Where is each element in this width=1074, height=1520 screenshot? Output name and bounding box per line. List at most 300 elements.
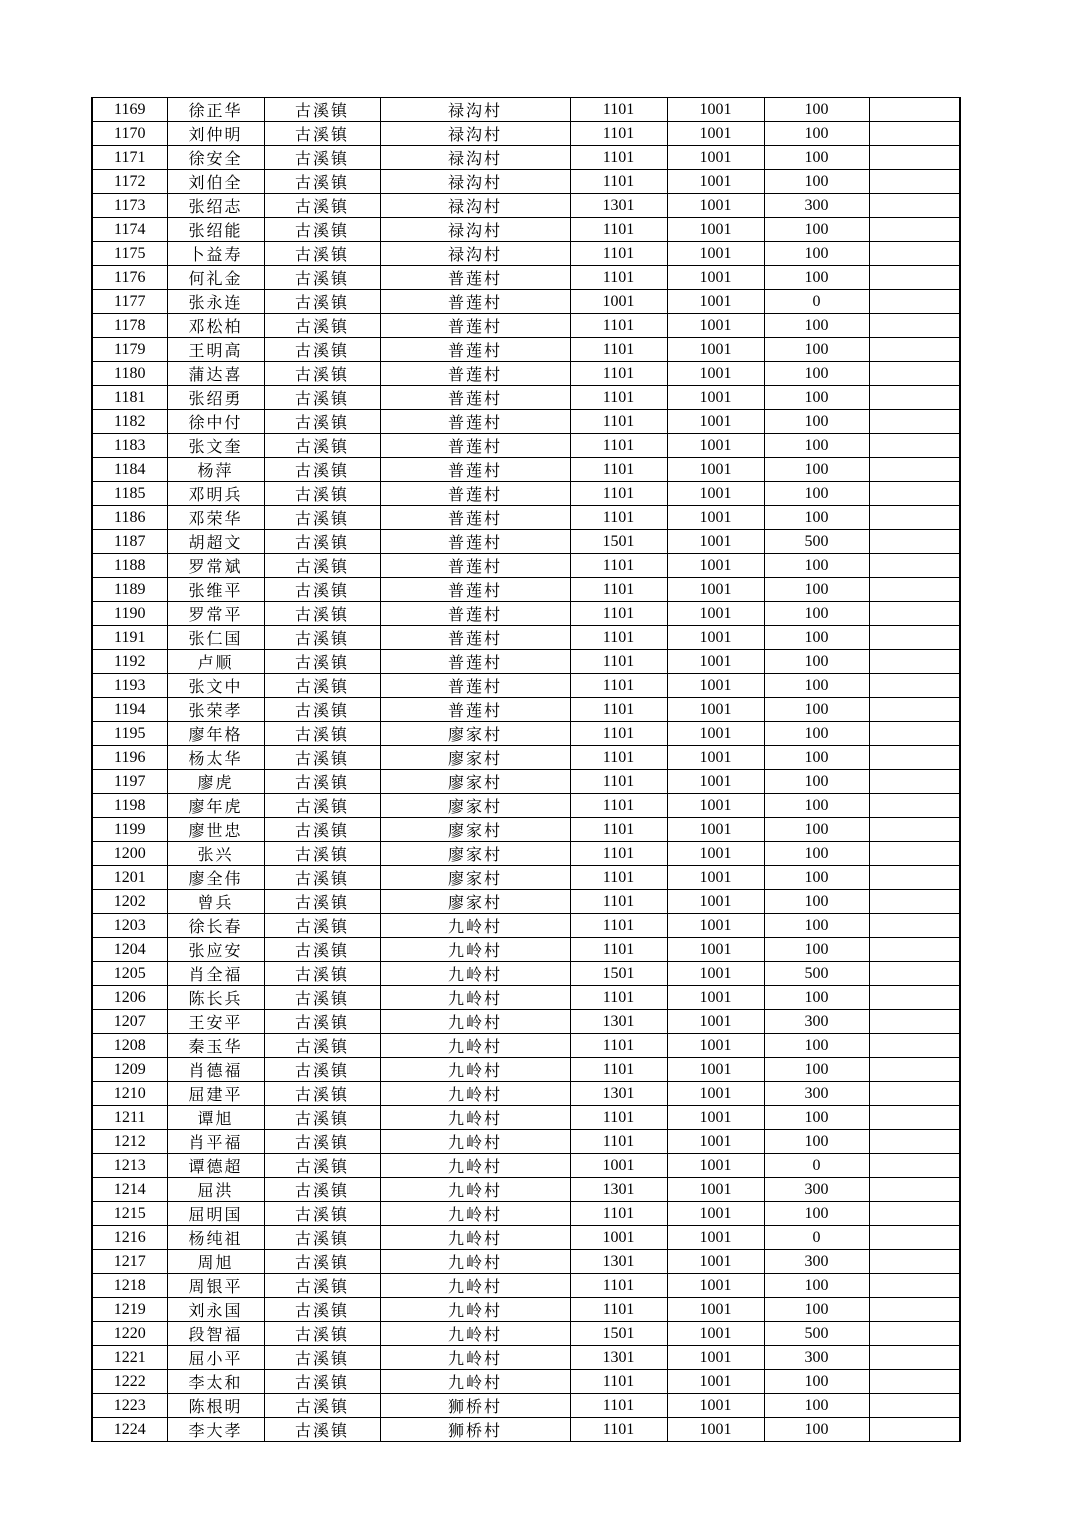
amount-cell: 100 [764, 1394, 869, 1418]
remark-cell [869, 842, 960, 866]
amount-cell: 100 [764, 506, 869, 530]
town-cell: 古溪镇 [264, 506, 380, 530]
amount-cell: 100 [764, 746, 869, 770]
code-a-cell: 1101 [570, 242, 667, 266]
table-row [92, 986, 960, 1010]
row-number-cell: 1212 [92, 1130, 167, 1154]
amount-cell: 300 [764, 1250, 869, 1274]
village-cell: 普莲村 [380, 530, 570, 554]
table-row [92, 1298, 960, 1322]
table-row [92, 1322, 960, 1346]
amount-cell: 500 [764, 530, 869, 554]
amount-cell: 100 [764, 1130, 869, 1154]
village-cell: 九岭村 [380, 1250, 570, 1274]
row-number-cell: 1218 [92, 1274, 167, 1298]
village-cell: 九岭村 [380, 1034, 570, 1058]
code-b-cell: 1001 [667, 1178, 764, 1202]
name-cell: 肖全福 [167, 962, 264, 986]
code-a-cell: 1101 [570, 1130, 667, 1154]
village-cell: 廖家村 [380, 890, 570, 914]
remark-cell [869, 434, 960, 458]
name-cell: 廖虎 [167, 770, 264, 794]
name-cell: 王明高 [167, 338, 264, 362]
village-cell: 九岭村 [380, 1226, 570, 1250]
code-b-cell: 1001 [667, 434, 764, 458]
table-row [92, 482, 960, 506]
code-b-cell: 1001 [667, 578, 764, 602]
row-number-cell: 1185 [92, 482, 167, 506]
village-cell: 禄沟村 [380, 98, 570, 122]
table-row [92, 434, 960, 458]
row-number-cell: 1209 [92, 1058, 167, 1082]
name-cell: 肖德福 [167, 1058, 264, 1082]
code-b-cell: 1001 [667, 794, 764, 818]
code-a-cell: 1101 [570, 842, 667, 866]
name-cell: 张文中 [167, 674, 264, 698]
code-a-cell: 1101 [570, 146, 667, 170]
name-cell: 陈长兵 [167, 986, 264, 1010]
remark-cell [869, 1346, 960, 1370]
row-number-cell: 1224 [92, 1418, 167, 1442]
amount-cell: 100 [764, 1202, 869, 1226]
row-number-cell: 1175 [92, 242, 167, 266]
code-a-cell: 1101 [570, 746, 667, 770]
code-b-cell: 1001 [667, 962, 764, 986]
name-cell: 李太和 [167, 1370, 264, 1394]
name-cell: 张绍能 [167, 218, 264, 242]
code-b-cell: 1001 [667, 242, 764, 266]
village-cell: 普莲村 [380, 338, 570, 362]
village-cell: 普莲村 [380, 602, 570, 626]
amount-cell: 100 [764, 866, 869, 890]
remark-cell [869, 1226, 960, 1250]
code-b-cell: 1001 [667, 530, 764, 554]
code-a-cell: 1001 [570, 1226, 667, 1250]
code-a-cell: 1101 [570, 722, 667, 746]
code-b-cell: 1001 [667, 410, 764, 434]
remark-cell [869, 578, 960, 602]
name-cell: 杨纯祖 [167, 1226, 264, 1250]
table-row [92, 506, 960, 530]
table-row [92, 314, 960, 338]
remark-cell [869, 410, 960, 434]
remark-cell [869, 1154, 960, 1178]
row-number-cell: 1188 [92, 554, 167, 578]
remark-cell [869, 1058, 960, 1082]
village-cell: 九岭村 [380, 1274, 570, 1298]
name-cell: 秦玉华 [167, 1034, 264, 1058]
code-b-cell: 1001 [667, 1418, 764, 1442]
table-row [92, 170, 960, 194]
town-cell: 古溪镇 [264, 1202, 380, 1226]
row-number-cell: 1179 [92, 338, 167, 362]
code-a-cell: 1101 [570, 458, 667, 482]
table-row [92, 242, 960, 266]
name-cell: 张绍志 [167, 194, 264, 218]
code-b-cell: 1001 [667, 914, 764, 938]
amount-cell: 100 [764, 698, 869, 722]
code-a-cell: 1001 [570, 1154, 667, 1178]
village-cell: 廖家村 [380, 746, 570, 770]
row-number-cell: 1192 [92, 650, 167, 674]
amount-cell: 100 [764, 242, 869, 266]
amount-cell: 100 [764, 386, 869, 410]
village-cell: 九岭村 [380, 1082, 570, 1106]
town-cell: 古溪镇 [264, 218, 380, 242]
village-cell: 九岭村 [380, 1178, 570, 1202]
remark-cell [869, 1322, 960, 1346]
table-row [92, 866, 960, 890]
amount-cell: 100 [764, 122, 869, 146]
village-cell: 普莲村 [380, 506, 570, 530]
village-cell: 普莲村 [380, 578, 570, 602]
village-cell: 禄沟村 [380, 146, 570, 170]
row-number-cell: 1196 [92, 746, 167, 770]
code-a-cell: 1101 [570, 1058, 667, 1082]
town-cell: 古溪镇 [264, 1106, 380, 1130]
table-row [92, 1370, 960, 1394]
row-number-cell: 1223 [92, 1394, 167, 1418]
name-cell: 刘永国 [167, 1298, 264, 1322]
table-row [92, 1202, 960, 1226]
code-b-cell: 1001 [667, 938, 764, 962]
town-cell: 古溪镇 [264, 482, 380, 506]
code-b-cell: 1001 [667, 218, 764, 242]
row-number-cell: 1214 [92, 1178, 167, 1202]
row-number-cell: 1182 [92, 410, 167, 434]
name-cell: 廖全伟 [167, 866, 264, 890]
name-cell: 屈明国 [167, 1202, 264, 1226]
code-a-cell: 1101 [570, 1274, 667, 1298]
village-cell: 九岭村 [380, 1346, 570, 1370]
code-a-cell: 1301 [570, 1250, 667, 1274]
table-row [92, 1106, 960, 1130]
row-number-cell: 1207 [92, 1010, 167, 1034]
remark-cell [869, 1082, 960, 1106]
village-cell: 普莲村 [380, 434, 570, 458]
row-number-cell: 1201 [92, 866, 167, 890]
village-cell: 九岭村 [380, 986, 570, 1010]
village-cell: 廖家村 [380, 722, 570, 746]
name-cell: 李大孝 [167, 1418, 264, 1442]
amount-cell: 100 [764, 1370, 869, 1394]
code-b-cell: 1001 [667, 266, 764, 290]
town-cell: 古溪镇 [264, 842, 380, 866]
table-row [92, 1010, 960, 1034]
amount-cell: 100 [764, 650, 869, 674]
row-number-cell: 1177 [92, 290, 167, 314]
remark-cell [869, 1178, 960, 1202]
code-b-cell: 1001 [667, 1106, 764, 1130]
name-cell: 谭德超 [167, 1154, 264, 1178]
code-a-cell: 1101 [570, 914, 667, 938]
code-b-cell: 1001 [667, 98, 764, 122]
town-cell: 古溪镇 [264, 650, 380, 674]
remark-cell [869, 314, 960, 338]
code-a-cell: 1101 [570, 770, 667, 794]
name-cell: 张文奎 [167, 434, 264, 458]
remark-cell [869, 170, 960, 194]
remark-cell [869, 626, 960, 650]
row-number-cell: 1174 [92, 218, 167, 242]
code-a-cell: 1101 [570, 986, 667, 1010]
village-cell: 狮桥村 [380, 1418, 570, 1442]
row-number-cell: 1186 [92, 506, 167, 530]
table-row [92, 962, 960, 986]
village-cell: 禄沟村 [380, 170, 570, 194]
amount-cell: 300 [764, 194, 869, 218]
table-row [92, 794, 960, 818]
name-cell: 张应安 [167, 938, 264, 962]
amount-cell: 500 [764, 962, 869, 986]
town-cell: 古溪镇 [264, 290, 380, 314]
town-cell: 古溪镇 [264, 410, 380, 434]
code-b-cell: 1001 [667, 626, 764, 650]
town-cell: 古溪镇 [264, 338, 380, 362]
row-number-cell: 1220 [92, 1322, 167, 1346]
code-a-cell: 1101 [570, 554, 667, 578]
code-b-cell: 1001 [667, 362, 764, 386]
name-cell: 周银平 [167, 1274, 264, 1298]
name-cell: 卜益寿 [167, 242, 264, 266]
town-cell: 古溪镇 [264, 866, 380, 890]
table-row [92, 890, 960, 914]
town-cell: 古溪镇 [264, 1010, 380, 1034]
remark-cell [869, 458, 960, 482]
table-row [92, 338, 960, 362]
town-cell: 古溪镇 [264, 1274, 380, 1298]
town-cell: 古溪镇 [264, 722, 380, 746]
amount-cell: 100 [764, 626, 869, 650]
code-a-cell: 1301 [570, 1082, 667, 1106]
table-row [92, 1418, 960, 1442]
remark-cell [869, 218, 960, 242]
code-b-cell: 1001 [667, 890, 764, 914]
name-cell: 徐长春 [167, 914, 264, 938]
amount-cell: 100 [764, 482, 869, 506]
amount-cell: 100 [764, 338, 869, 362]
table-row [92, 1178, 960, 1202]
code-a-cell: 1101 [570, 482, 667, 506]
remark-cell [869, 794, 960, 818]
amount-cell: 100 [764, 458, 869, 482]
code-a-cell: 1101 [570, 794, 667, 818]
amount-cell: 300 [764, 1010, 869, 1034]
amount-cell: 100 [764, 1418, 869, 1442]
village-cell: 普莲村 [380, 698, 570, 722]
village-cell: 九岭村 [380, 1154, 570, 1178]
row-number-cell: 1213 [92, 1154, 167, 1178]
table-row [92, 626, 960, 650]
code-b-cell: 1001 [667, 482, 764, 506]
code-a-cell: 1101 [570, 698, 667, 722]
code-b-cell: 1001 [667, 1322, 764, 1346]
town-cell: 古溪镇 [264, 794, 380, 818]
row-number-cell: 1221 [92, 1346, 167, 1370]
town-cell: 古溪镇 [264, 626, 380, 650]
row-number-cell: 1183 [92, 434, 167, 458]
town-cell: 古溪镇 [264, 1322, 380, 1346]
village-cell: 九岭村 [380, 914, 570, 938]
village-cell: 普莲村 [380, 266, 570, 290]
code-b-cell: 1001 [667, 1130, 764, 1154]
name-cell: 曾兵 [167, 890, 264, 914]
row-number-cell: 1195 [92, 722, 167, 746]
name-cell: 段智福 [167, 1322, 264, 1346]
code-b-cell: 1001 [667, 1298, 764, 1322]
code-a-cell: 1101 [570, 1034, 667, 1058]
table-row [92, 842, 960, 866]
village-cell: 普莲村 [380, 650, 570, 674]
town-cell: 古溪镇 [264, 602, 380, 626]
name-cell: 张维平 [167, 578, 264, 602]
town-cell: 古溪镇 [264, 1418, 380, 1442]
town-cell: 古溪镇 [264, 1178, 380, 1202]
amount-cell: 0 [764, 290, 869, 314]
name-cell: 何礼金 [167, 266, 264, 290]
table-row [92, 458, 960, 482]
village-cell: 九岭村 [380, 1322, 570, 1346]
town-cell: 古溪镇 [264, 242, 380, 266]
table-row [92, 746, 960, 770]
town-cell: 古溪镇 [264, 146, 380, 170]
village-cell: 廖家村 [380, 818, 570, 842]
village-cell: 普莲村 [380, 362, 570, 386]
remark-cell [869, 1202, 960, 1226]
village-cell: 九岭村 [380, 962, 570, 986]
row-number-cell: 1204 [92, 938, 167, 962]
village-cell: 普莲村 [380, 386, 570, 410]
amount-cell: 100 [764, 1298, 869, 1322]
code-b-cell: 1001 [667, 1082, 764, 1106]
row-number-cell: 1216 [92, 1226, 167, 1250]
remark-cell [869, 890, 960, 914]
remark-cell [869, 554, 960, 578]
row-number-cell: 1211 [92, 1106, 167, 1130]
name-cell: 刘仲明 [167, 122, 264, 146]
name-cell: 邓松柏 [167, 314, 264, 338]
village-cell: 禄沟村 [380, 218, 570, 242]
amount-cell: 100 [764, 794, 869, 818]
row-number-cell: 1200 [92, 842, 167, 866]
village-cell: 九岭村 [380, 1202, 570, 1226]
code-a-cell: 1101 [570, 938, 667, 962]
town-cell: 古溪镇 [264, 1298, 380, 1322]
code-b-cell: 1001 [667, 986, 764, 1010]
name-cell: 胡超文 [167, 530, 264, 554]
table-row [92, 1034, 960, 1058]
code-a-cell: 1101 [570, 650, 667, 674]
village-cell: 普莲村 [380, 410, 570, 434]
amount-cell: 100 [764, 314, 869, 338]
village-cell: 普莲村 [380, 290, 570, 314]
code-b-cell: 1001 [667, 1370, 764, 1394]
name-cell: 杨萍 [167, 458, 264, 482]
remark-cell [869, 1130, 960, 1154]
town-cell: 古溪镇 [264, 1130, 380, 1154]
name-cell: 张荣孝 [167, 698, 264, 722]
name-cell: 廖世忠 [167, 818, 264, 842]
table-row [92, 410, 960, 434]
town-cell: 古溪镇 [264, 1154, 380, 1178]
remark-cell [869, 122, 960, 146]
town-cell: 古溪镇 [264, 962, 380, 986]
name-cell: 王安平 [167, 1010, 264, 1034]
village-cell: 廖家村 [380, 842, 570, 866]
remark-cell [869, 242, 960, 266]
village-cell: 九岭村 [380, 1298, 570, 1322]
code-a-cell: 1101 [570, 506, 667, 530]
remark-cell [869, 866, 960, 890]
code-a-cell: 1101 [570, 818, 667, 842]
amount-cell: 300 [764, 1178, 869, 1202]
remark-cell [869, 386, 960, 410]
table-row [92, 1394, 960, 1418]
name-cell: 罗常斌 [167, 554, 264, 578]
row-number-cell: 1202 [92, 890, 167, 914]
amount-cell: 100 [764, 722, 869, 746]
name-cell: 罗常平 [167, 602, 264, 626]
row-number-cell: 1180 [92, 362, 167, 386]
amount-cell: 300 [764, 1346, 869, 1370]
table-row [92, 290, 960, 314]
town-cell: 古溪镇 [264, 818, 380, 842]
remark-cell [869, 770, 960, 794]
code-b-cell: 1001 [667, 458, 764, 482]
village-cell: 禄沟村 [380, 122, 570, 146]
row-number-cell: 1206 [92, 986, 167, 1010]
name-cell: 邓明兵 [167, 482, 264, 506]
amount-cell: 100 [764, 266, 869, 290]
remark-cell [869, 722, 960, 746]
town-cell: 古溪镇 [264, 1250, 380, 1274]
name-cell: 张绍勇 [167, 386, 264, 410]
table-row [92, 194, 960, 218]
remark-cell [869, 746, 960, 770]
row-number-cell: 1199 [92, 818, 167, 842]
code-a-cell: 1101 [570, 1202, 667, 1226]
amount-cell: 100 [764, 362, 869, 386]
row-number-cell: 1173 [92, 194, 167, 218]
amount-cell: 100 [764, 818, 869, 842]
row-number-cell: 1208 [92, 1034, 167, 1058]
code-b-cell: 1001 [667, 338, 764, 362]
amount-cell: 100 [764, 938, 869, 962]
row-number-cell: 1178 [92, 314, 167, 338]
amount-cell: 100 [764, 1058, 869, 1082]
table-row [92, 362, 960, 386]
town-cell: 古溪镇 [264, 914, 380, 938]
town-cell: 古溪镇 [264, 122, 380, 146]
code-b-cell: 1001 [667, 1250, 764, 1274]
town-cell: 古溪镇 [264, 890, 380, 914]
remark-cell [869, 266, 960, 290]
table-row [92, 386, 960, 410]
remark-cell [869, 698, 960, 722]
code-a-cell: 1101 [570, 1106, 667, 1130]
code-b-cell: 1001 [667, 1226, 764, 1250]
name-cell: 陈根明 [167, 1394, 264, 1418]
name-cell: 徐正华 [167, 98, 264, 122]
row-number-cell: 1190 [92, 602, 167, 626]
row-number-cell: 1189 [92, 578, 167, 602]
code-a-cell: 1101 [570, 578, 667, 602]
amount-cell: 100 [764, 410, 869, 434]
table-row [92, 1226, 960, 1250]
code-a-cell: 1101 [570, 1394, 667, 1418]
code-b-cell: 1001 [667, 554, 764, 578]
code-a-cell: 1501 [570, 530, 667, 554]
